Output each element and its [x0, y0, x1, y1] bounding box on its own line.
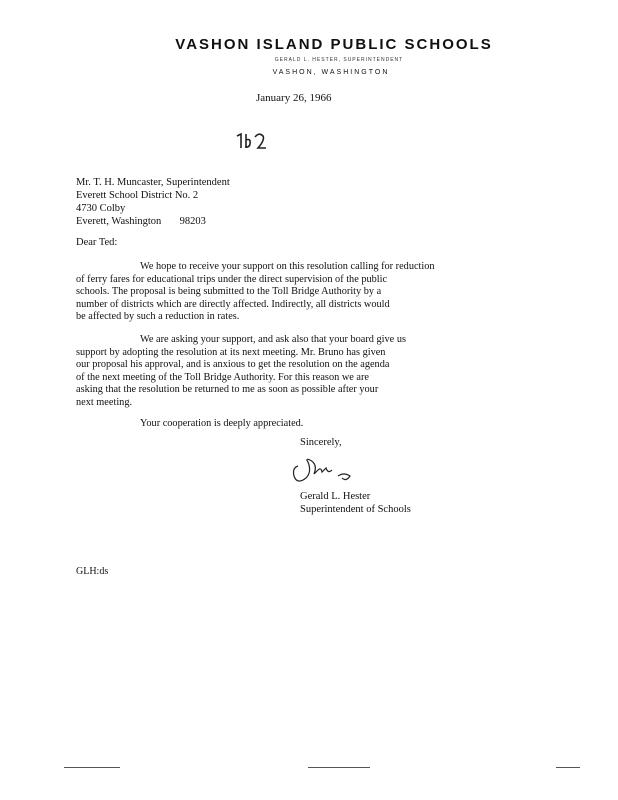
paragraph-2-line: of the next meeting of the Toll Bridge Authority. For this reason we are — [76, 371, 369, 383]
paragraph-2-line: We are asking your support, and ask also that your board give us — [140, 334, 406, 345]
handwritten-mark-icon — [234, 130, 270, 152]
scan-artifact — [308, 767, 370, 768]
recipient-line-1: Mr. T. H. Muncaster, Superintendent — [76, 177, 230, 188]
scan-artifact — [556, 767, 580, 768]
paragraph-1 — [76, 261, 546, 324]
scan-artifact — [64, 767, 120, 768]
paragraph-2-line: our proposal his approval, and is anxious to get the resolution on the agenda — [76, 359, 390, 370]
letterhead-title: VASHON ISLAND PUBLIC SCHOOLS — [175, 36, 493, 53]
paragraph-1-line: schools. The proposal is being submitted to the Toll Bridge Authority by a — [76, 286, 382, 297]
paragraph-1-line: of ferry fares for educational trips under the direct supervision of the public — [76, 273, 388, 285]
recipient-line-4: Everett, Washington 98203 — [76, 216, 206, 227]
signer-title: Superintendent of Schools — [300, 504, 411, 515]
typist-initials: GLH:ds — [76, 566, 109, 577]
paragraph-2-line: next meeting. — [76, 396, 133, 408]
paragraph-3 — [76, 418, 546, 431]
paragraph-1-line: be affected by such a reduction in rates. — [76, 311, 240, 322]
paragraph-1-line: number of districts which are directly affected. Indirectly, all districts would — [76, 298, 390, 310]
paragraph-2-line: support by adopting the resolution at its next meeting. Mr. Bruno has given — [76, 346, 386, 358]
recipient-line-2: Everett School District No. 2 — [76, 190, 199, 201]
letter-date: January 26, 1966 — [256, 92, 332, 104]
signature-icon — [288, 452, 368, 490]
salutation: Dear Ted: — [76, 237, 118, 248]
closing: Sincerely, — [300, 437, 342, 448]
paragraph-2-line: asking that the resolution be returned to me as soon as possible after your — [76, 384, 379, 395]
recipient-line-3: 4730 Colby — [76, 203, 126, 214]
paragraph-1-line: We hope to receive your support on this resolution calling for reduction — [140, 261, 435, 272]
letterhead-subtitle: GERALD L. HESTER, SUPERINTENDENT — [274, 57, 404, 63]
letterhead-location: VASHON, WASHINGTON — [272, 69, 390, 76]
paragraph-3-line: Your cooperation is deeply appreciated. — [140, 418, 304, 429]
paragraph-2 — [76, 334, 546, 409]
signer-name: Gerald L. Hester — [300, 491, 371, 502]
